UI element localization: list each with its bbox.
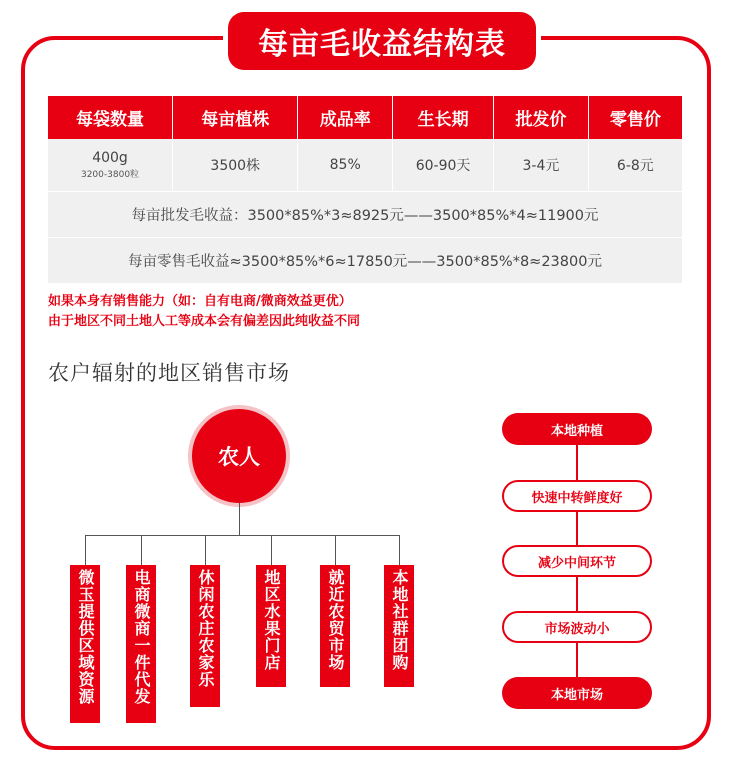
flow-step: 减少中间环节: [502, 545, 652, 577]
section-title: 农户辐射的地区销售市场: [48, 361, 290, 385]
flow-end: 本地市场: [502, 677, 652, 709]
connector-line: [271, 535, 272, 565]
cell-wholesale: 3-4元: [494, 139, 589, 192]
cell-yield-rate: 85%: [298, 139, 393, 192]
header-plants: 每亩植株: [173, 96, 298, 139]
connector-line: [85, 535, 86, 565]
connector-line: [399, 535, 400, 565]
retail-calc: 每亩零售毛收益≈3500*85%*6≈17850元——3500*85%*8≈23800元: [48, 238, 682, 284]
market-bar: 就近农贸市场: [320, 565, 350, 687]
cell-plants: 3500株: [173, 139, 298, 192]
connector-line: [335, 535, 336, 565]
flow-start: 本地种植: [502, 413, 652, 445]
header-yield-rate: 成品率: [298, 96, 393, 139]
bag-qty-sub: 3200-3800粒: [80, 170, 140, 180]
connector-line: [141, 535, 142, 565]
table-row: [48, 139, 682, 192]
flow-step: 快速中转鲜度好: [502, 480, 652, 512]
wholesale-calc-row: [48, 192, 682, 238]
market-bar: 微玉提供区域资源: [70, 565, 100, 723]
header-retail: 零售价: [588, 96, 682, 139]
table-header-row: [48, 96, 682, 139]
cell-growth: 60-90天: [392, 139, 493, 192]
connector-line: [239, 503, 240, 535]
note-line: 由于地区不同土地人工等成本会有偏差因此纯收益不同: [48, 314, 361, 329]
connector-line: [205, 535, 206, 565]
bag-qty-value: 400g: [92, 150, 128, 166]
root-node: 农人: [192, 409, 286, 503]
wholesale-calc: 每亩批发毛收益：3500*85%*3≈8925元——3500*85%*4≈11900元: [48, 192, 682, 238]
header-growth: 生长期: [392, 96, 493, 139]
notes: [48, 292, 360, 332]
header-wholesale: 批发价: [494, 96, 589, 139]
flow-step: 市场波动小: [502, 611, 652, 643]
retail-calc-row: [48, 238, 682, 284]
note-line: 如果本身有销售能力（如：自有电商/微商效益更优）: [48, 294, 352, 309]
header-bag-qty: 每袋数量: [48, 96, 173, 139]
cell-retail: 6-8元: [588, 139, 682, 192]
market-bar: 地区水果门店: [256, 565, 286, 687]
market-bar: 电商微商一件代发: [126, 565, 156, 723]
market-bar: 本地社群团购: [384, 565, 414, 687]
cell-bag-qty: [48, 139, 173, 192]
market-bar: 休闲农庄农家乐: [190, 565, 220, 707]
page-title: 每亩毛收益结构表: [228, 12, 536, 70]
connector-line: [85, 535, 399, 536]
revenue-table: [48, 96, 682, 283]
